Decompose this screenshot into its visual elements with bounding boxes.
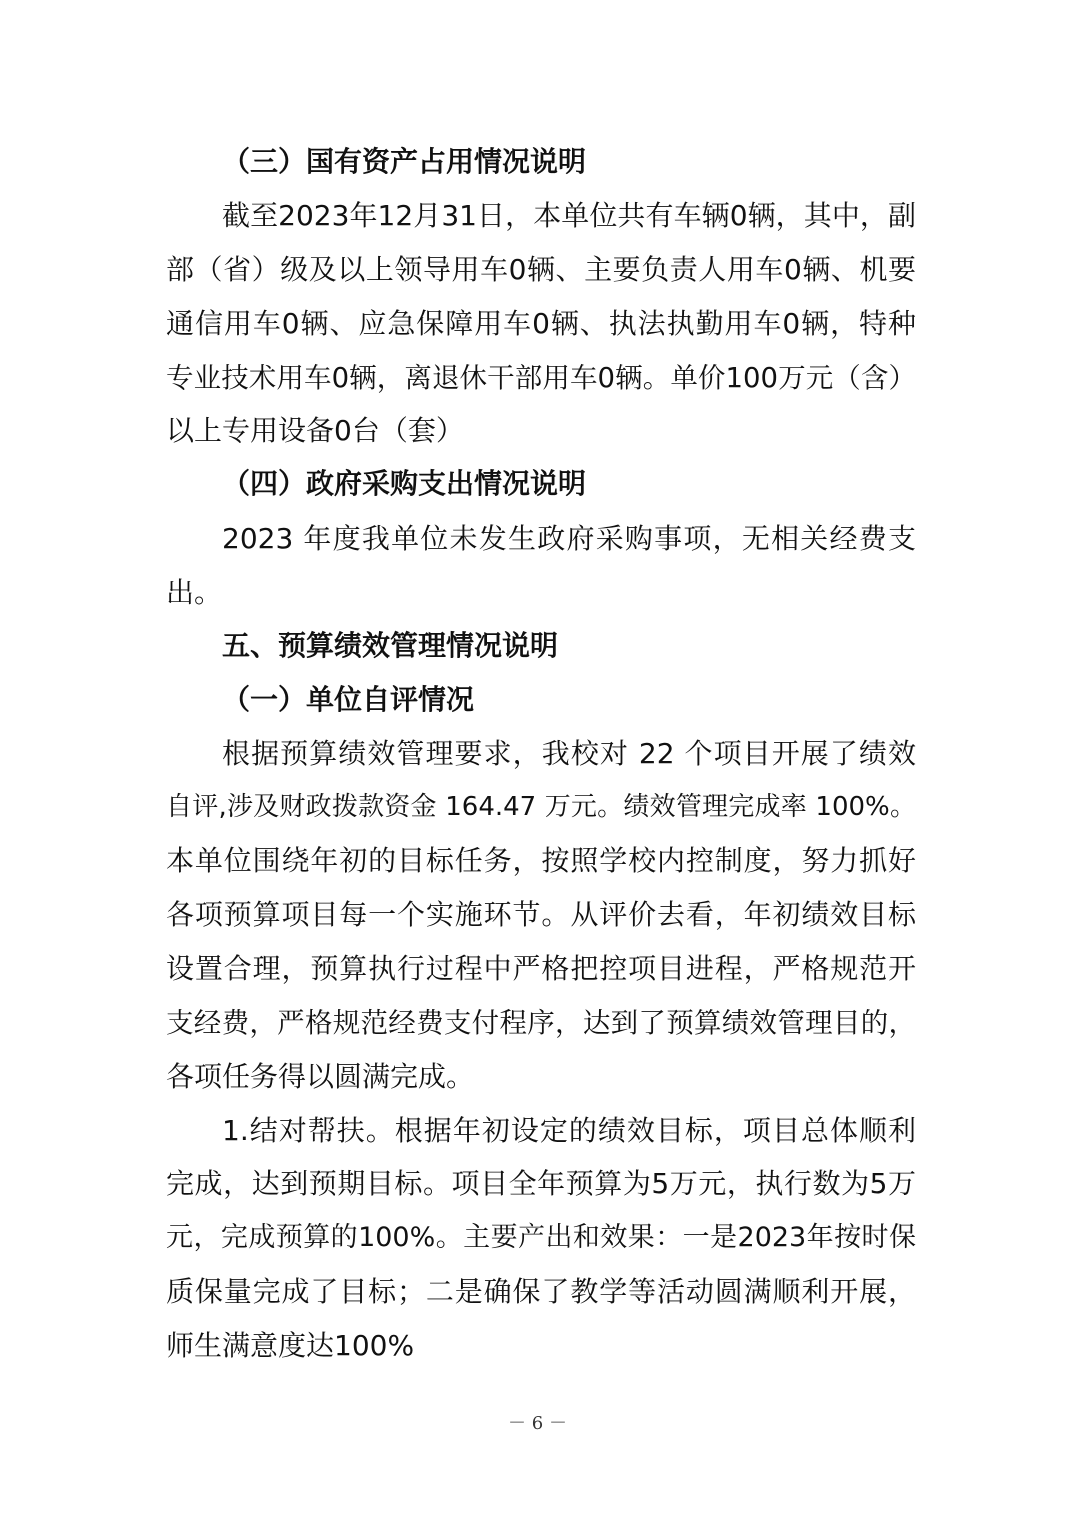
paragraph-line: 1.结对帮扶。根据年初设定的绩效目标，项目总体顺利 [222,1114,916,1147]
paragraph-line: 专业技术用车0辆，离退休干部用车0辆。单价100万元（含） [166,362,916,394]
paragraph-line: 师生满意度达100% [166,1329,415,1362]
paragraph-line: 完成，达到预期目标。项目全年预算为5万元，执行数为5万 [166,1167,916,1200]
paragraph-line: 各项预算项目每一个实施环节。从评价去看，年初绩效目标 [166,898,916,931]
paragraph-line: 2023 年度我单位未发生政府采购事项，无相关经费支 [222,522,916,555]
paragraph-line: 各项任务得以圆满完成。 [166,1060,475,1093]
subsection-heading-self-evaluation: （一）单位自评情况 [222,683,475,716]
section-heading-performance: 五、预算绩效管理情况说明 [222,629,559,662]
paragraph-line: 部（省）级及以上领导用车0辆、主要负责人用车0辆、机要 [166,253,916,286]
paragraph-line: 出。 [166,576,223,609]
section-heading-procurement: （四）政府采购支出情况说明 [222,467,587,500]
paragraph-line: 支经费，严格规范经费支付程序，达到了预算绩效管理目的， [166,1007,916,1039]
paragraph-line: 本单位围绕年初的目标任务，按照学校内控制度，努力抓好 [166,844,916,877]
paragraph-line: 质保量完成了目标；二是确保了教学等活动圆满顺利开展， [166,1275,916,1308]
paragraph-line: 自评,涉及财政拨款资金 164.47 万元。绩效管理完成率 100%。 [166,792,916,822]
section-heading-asset-usage: （三）国有资产占用情况说明 [222,145,587,178]
paragraph-line: 根据预算绩效管理要求，我校对 22 个项目开展了绩效 [222,737,916,770]
paragraph-line: 通信用车0辆、应急保障用车0辆、执法执勤用车0辆，特种 [166,307,916,340]
page-number: － 6 － [508,1413,567,1434]
paragraph-line: 截至2023年12月31日，本单位共有车辆0辆，其中，副 [222,199,916,232]
paragraph-line: 以上专用设备0台（套） [166,414,464,447]
paragraph-line: 元，完成预算的100%。主要产出和效果：一是2023年按时保 [166,1222,916,1253]
paragraph-line: 设置合理，预算执行过程中严格把控项目进程，严格规范开 [166,952,916,985]
